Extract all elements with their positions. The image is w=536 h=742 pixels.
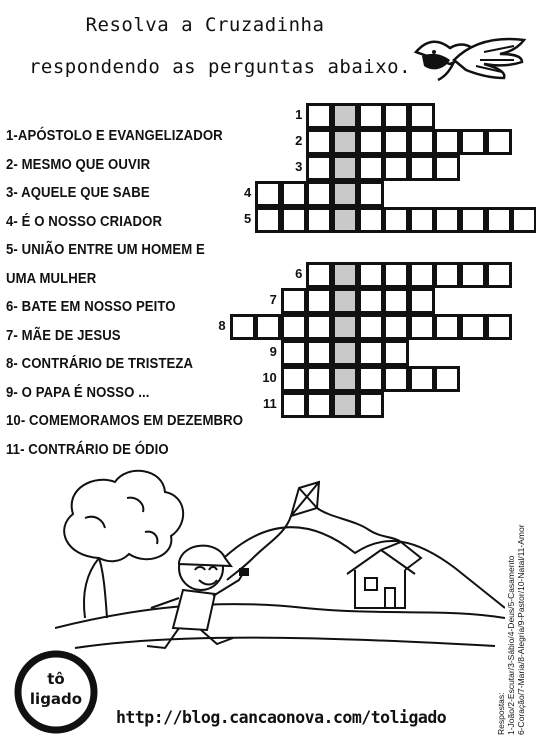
crossword-cell-8-1[interactable] [230,314,256,340]
crossword-cell-3-6[interactable] [434,155,460,181]
crossword-cell-9-1[interactable] [281,340,307,366]
crossword-cell-8-6[interactable] [358,314,384,340]
crossword-cell-2-6[interactable] [434,129,460,155]
crossword-cell-8-5[interactable] [332,314,358,340]
crossword-cell-6-5[interactable] [409,262,435,288]
crossword-cell-7-4[interactable] [358,288,384,314]
crossword-cell-8-9[interactable] [434,314,460,340]
crossword-cell-7-6[interactable] [409,288,435,314]
crossword-cell-3-1[interactable] [306,155,332,181]
clue-3: 3- AQUELE QUE SABE [6,185,150,201]
crossword-cell-7-5[interactable] [383,288,409,314]
crossword-cell-5-11[interactable] [511,207,536,233]
crossword-cell-5-3[interactable] [306,207,332,233]
clue-7: 7- MÃE DE JESUS [6,327,121,344]
clue-11: 11- CONTRÁRIO DE ÓDIO [6,441,169,458]
crossword-cell-5-7[interactable] [409,207,435,233]
crossword-cell-11-2[interactable] [306,392,332,418]
crossword-cell-9-3[interactable] [332,340,358,366]
dove-hand-icon [410,22,528,88]
crossword-cell-8-4[interactable] [306,314,332,340]
crossword-cell-9-4[interactable] [358,340,384,366]
clue-5-continued: UMA MULHER [6,270,97,287]
crossword-cell-5-1[interactable] [255,207,281,233]
crossword-cell-10-7[interactable] [434,366,460,392]
crossword-cell-1-5[interactable] [409,103,435,129]
crossword-cell-10-4[interactable] [358,366,384,392]
crossword-cell-7-1[interactable] [281,288,307,314]
title-line-2: respondendo as perguntas abaixo. [28,56,412,78]
crossword-cell-10-5[interactable] [383,366,409,392]
crossword-row-number-5: 5 [243,211,252,226]
clue-5: 5- UNIÃO ENTRE UM HOMEM E [6,242,205,258]
answer-key-line-1: 1-João/2-Escutar/3-Sábio/4-Deus/5-Casamento [506,555,516,735]
crossword-cell-5-10[interactable] [486,207,512,233]
crossword-cell-4-5[interactable] [358,181,384,207]
crossword-cell-11-4[interactable] [358,392,384,418]
answer-key-heading: Respostas: [496,692,506,735]
crossword-cell-5-8[interactable] [434,207,460,233]
crossword-cell-1-1[interactable] [306,103,332,129]
crossword-row-number-1: 1 [295,107,303,122]
crossword-cell-10-1[interactable] [281,366,307,392]
crossword-cell-5-9[interactable] [460,207,486,233]
answer-key-line-2: 6-Coração/7-Maria/8-Alegria/9-Pastor/10-Natal/11-Amor [516,524,526,735]
clue-8: 8- CONTRÁRIO DE TRISTEZA [6,356,194,372]
crossword-cell-2-5[interactable] [409,129,435,155]
crossword-cell-4-4[interactable] [332,181,358,207]
crossword-cell-6-7[interactable] [460,262,486,288]
crossword-cell-3-5[interactable] [409,155,435,181]
crossword-cell-8-11[interactable] [486,314,512,340]
crossword-row-number-11: 11 [263,396,277,411]
crossword-cell-10-2[interactable] [306,366,332,392]
crossword-cell-6-1[interactable] [306,262,332,288]
crossword-cell-8-7[interactable] [383,314,409,340]
crossword-cell-6-4[interactable] [383,262,409,288]
crossword-cell-5-6[interactable] [383,207,409,233]
crossword-cell-6-8[interactable] [486,262,512,288]
crossword-cell-7-2[interactable] [306,288,332,314]
crossword-cell-6-6[interactable] [434,262,460,288]
clue-10: 10- COMEMORAMOS EM DEZEMBRO [6,413,244,429]
crossword-cell-8-8[interactable] [409,314,435,340]
clue-4: 4- É O NOSSO CRIADOR [6,213,163,230]
crossword-row-number-8: 8 [218,318,226,333]
blog-url[interactable]: http://blog.cancaonova.com/toligado [116,708,447,727]
crossword-cell-2-4[interactable] [383,129,409,155]
clue-2: 2- MESMO QUE OUVIR [6,156,151,173]
clue-1: 1-APÓSTOLO E EVANGELIZADOR [6,128,223,144]
answer-key [496,505,526,735]
crossword-cell-5-4[interactable] [332,207,358,233]
crossword-cell-5-5[interactable] [358,207,384,233]
crossword-cell-2-2[interactable] [332,129,358,155]
crossword-row-number-2: 2 [295,133,303,148]
crossword-cell-11-3[interactable] [332,392,358,418]
crossword-cell-1-2[interactable] [332,103,358,129]
logo-text-bottom: ligado [29,690,83,708]
crossword-cell-10-6[interactable] [409,366,435,392]
crossword-cell-8-10[interactable] [460,314,486,340]
crossword-cell-1-3[interactable] [358,103,384,129]
crossword-row-number-9: 9 [269,344,277,359]
crossword-cell-7-3[interactable] [332,288,358,314]
logo-text-top: tô [47,670,65,688]
crossword-cell-9-2[interactable] [306,340,332,366]
crossword-cell-4-1[interactable] [255,181,281,207]
boy-flying-kite-illustration [55,458,505,653]
crossword-cell-11-1[interactable] [281,392,307,418]
crossword-cell-5-2[interactable] [281,207,307,233]
crossword-cell-3-4[interactable] [383,155,409,181]
crossword-cell-6-2[interactable] [332,262,358,288]
crossword-row-number-4: 4 [243,185,252,200]
crossword-cell-6-3[interactable] [358,262,384,288]
crossword-cell-10-3[interactable] [332,366,358,392]
crossword-cell-2-8[interactable] [486,129,512,155]
crossword-cell-1-4[interactable] [383,103,409,129]
crossword-cell-8-2[interactable] [255,314,281,340]
clue-list [6,122,256,464]
crossword-cell-2-1[interactable] [306,129,332,155]
crossword-row-number-10: 10 [262,370,277,385]
crossword-cell-9-5[interactable] [383,340,409,366]
clue-9: 9- O PAPA É NOSSO ... [6,384,150,401]
crossword-cell-2-7[interactable] [460,129,486,155]
crossword-cell-4-3[interactable] [306,181,332,207]
crossword-row-number-3: 3 [295,159,303,174]
crossword-cell-8-3[interactable] [281,314,307,340]
crossword-cell-3-3[interactable] [358,155,384,181]
crossword-cell-3-2[interactable] [332,155,358,181]
title-line-1: Resolva a Cruzadinha [85,14,325,36]
crossword-cell-2-3[interactable] [358,129,384,155]
crossword-row-number-7: 7 [269,292,277,307]
crossword-cell-4-2[interactable] [281,181,307,207]
crossword-row-number-6: 6 [295,266,303,281]
clue-6: 6- BATE EM NOSSO PEITO [6,299,176,315]
